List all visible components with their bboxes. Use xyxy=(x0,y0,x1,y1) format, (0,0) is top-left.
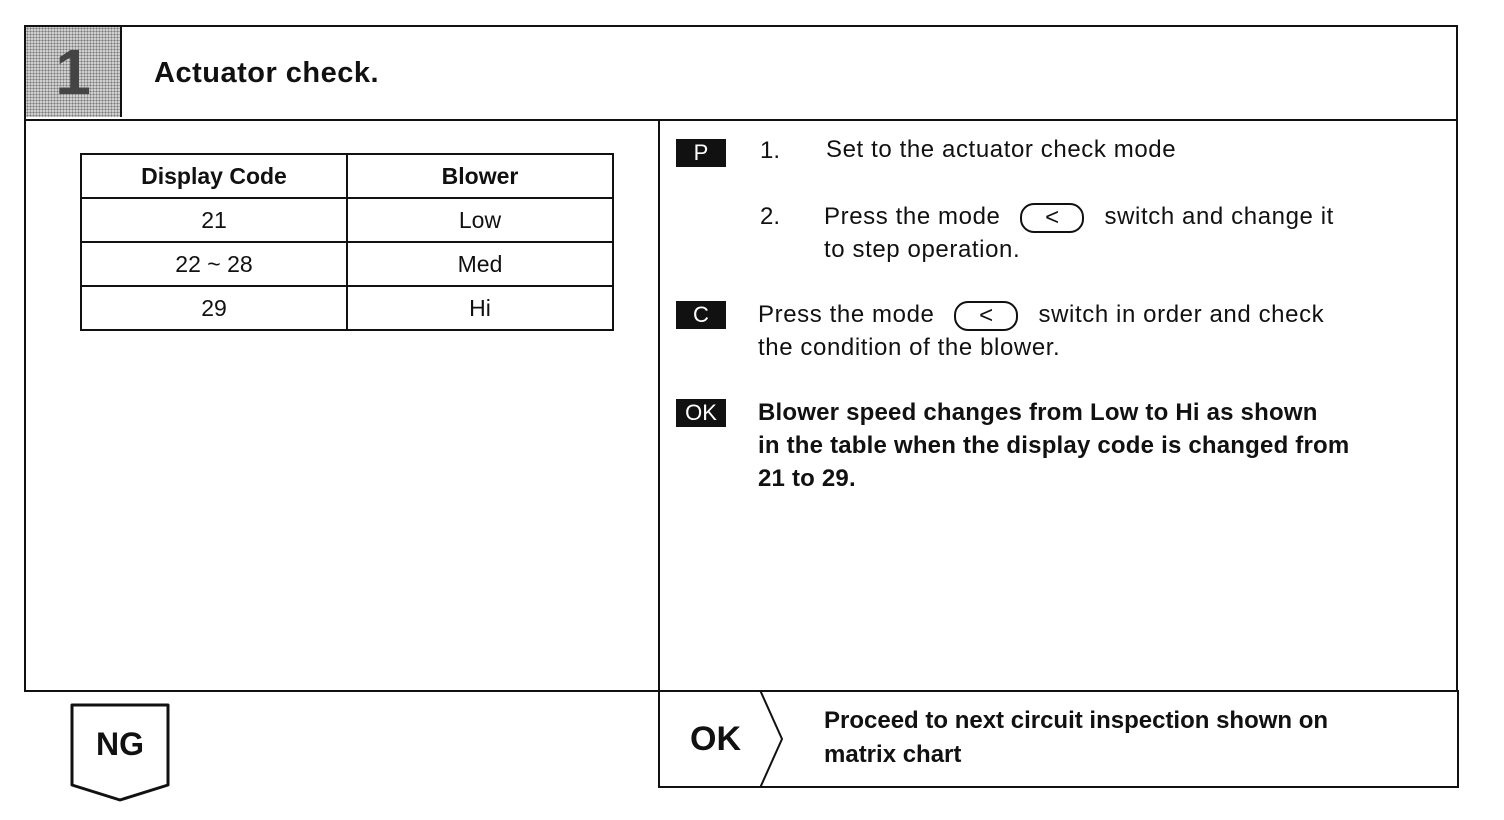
mode-switch-icon: < xyxy=(954,301,1018,331)
cell-blower: Hi xyxy=(347,286,613,330)
column-divider xyxy=(658,119,660,692)
ok-result-line1: Proceed to next circuit inspection shown on xyxy=(824,707,1329,734)
chevron-right-icon xyxy=(758,690,788,788)
cell-display-code: 22 ~ 28 xyxy=(81,242,347,286)
step2-pre: Press the mode xyxy=(824,203,1001,230)
table-row xyxy=(81,242,613,286)
ok-line3: 21 to 29. xyxy=(758,465,856,492)
check-pre: Press the mode xyxy=(758,301,935,328)
cell-blower: Low xyxy=(347,198,613,242)
table-row xyxy=(81,286,613,330)
c-tag: C xyxy=(676,301,726,329)
step2-text xyxy=(824,200,1434,266)
step1-text: Set to the actuator check mode xyxy=(826,136,1177,163)
header-blower: Blower xyxy=(347,154,613,198)
mode-switch-icon: < xyxy=(1020,203,1084,233)
ok-result-text xyxy=(824,704,1434,772)
cell-blower: Med xyxy=(347,242,613,286)
step2-number: 2. xyxy=(760,203,781,230)
ok-result-label: OK xyxy=(690,720,741,758)
ok-result-line2: matrix chart xyxy=(824,741,962,768)
step-number: 1 xyxy=(26,27,122,117)
step1-number: 1. xyxy=(760,137,781,164)
page-title: Actuator check. xyxy=(154,57,380,89)
p-tag: P xyxy=(676,139,726,167)
display-code-table xyxy=(80,153,614,331)
check-post: switch in order and check xyxy=(1038,301,1325,328)
ok-tag: OK xyxy=(676,399,726,427)
check-line2: the condition of the blower. xyxy=(758,334,1061,361)
table-header-row xyxy=(81,154,613,198)
header-display-code: Display Code xyxy=(81,154,347,198)
check-text xyxy=(758,298,1434,364)
cell-display-code: 29 xyxy=(81,286,347,330)
ng-label: NG xyxy=(96,726,144,762)
header xyxy=(26,27,1456,121)
ok-criteria xyxy=(758,396,1438,495)
ok-line2: in the table when the display code is changed from xyxy=(758,432,1350,459)
step2-post: switch and change it xyxy=(1104,203,1334,230)
table-row xyxy=(81,198,613,242)
ok-line1: Blower speed changes from Low to Hi as shown xyxy=(758,399,1318,426)
cell-display-code: 21 xyxy=(81,198,347,242)
step2-line2: to step operation. xyxy=(824,236,1021,263)
